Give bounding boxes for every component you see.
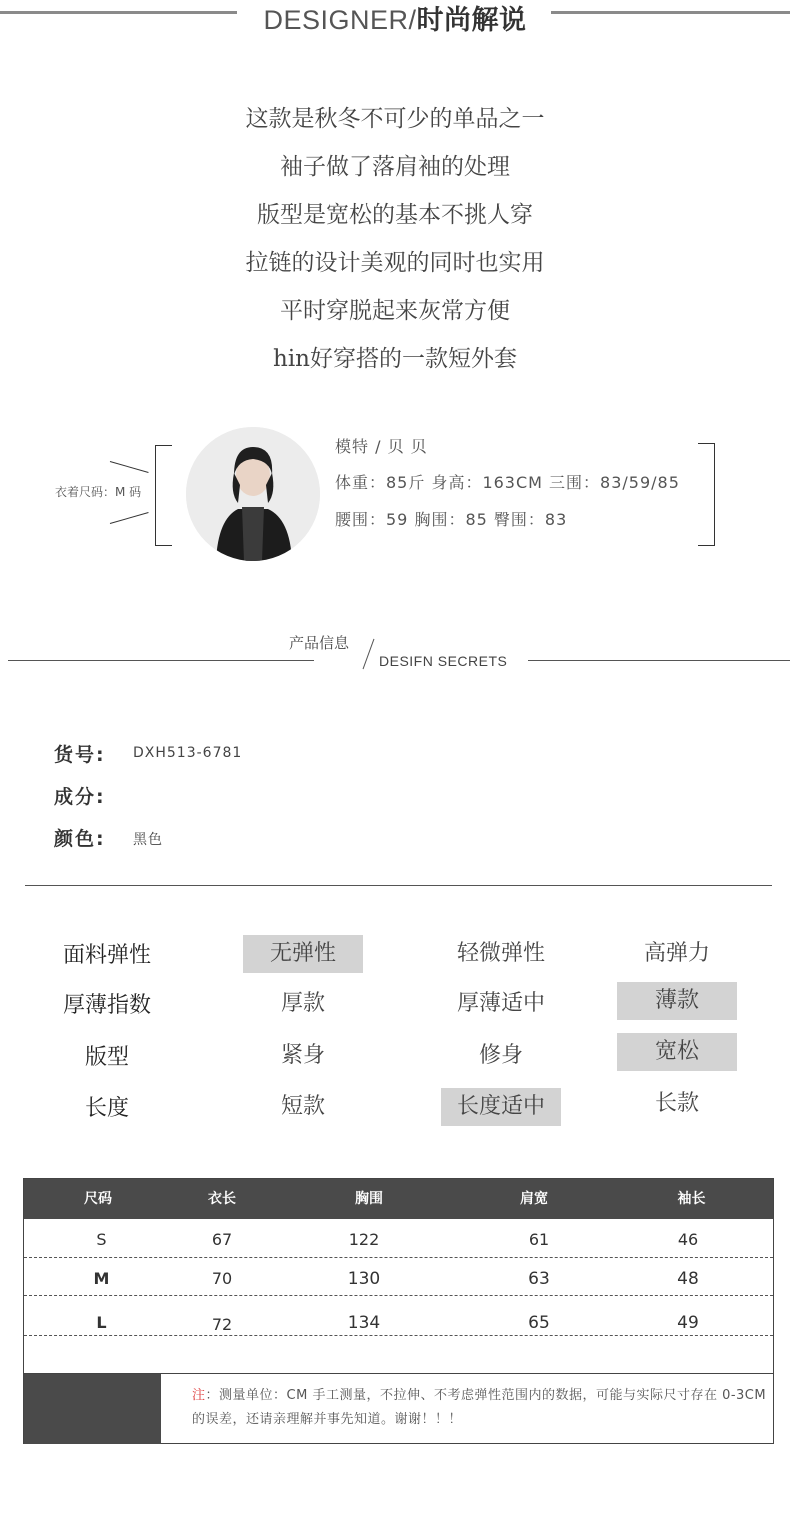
header-rule-right [551, 11, 790, 14]
attr-option: 紧身 [280, 1043, 325, 1068]
size-worn-label: 衣着尺码：M 码 [55, 485, 142, 499]
attr-option: 短款 [280, 1094, 325, 1119]
note-prefix: 注 [192, 1388, 206, 1403]
attr-label-elasticity: 面料弹性 [62, 943, 151, 968]
bracket-right [698, 443, 715, 546]
header-size: 尺码 [84, 1191, 112, 1207]
material-label: 成分: [54, 786, 106, 808]
bracket-left [155, 445, 172, 546]
header-shoulder: 肩宽 [520, 1191, 548, 1207]
section2-rule-right [528, 660, 790, 661]
description-line-5: 平时穿脱起来灰常方便 [280, 298, 510, 324]
note-body: ：测量单位：CM 手工测量，不拉伸、不考虑弹性范围内的数据，可能与实际尺寸存在 0-3CM 的误差，还请亲理解并事先知道。谢谢！！！ [192, 1388, 767, 1427]
cell-length: 72 [211, 1315, 233, 1334]
section-title-en: DESIGNER/ [263, 5, 417, 35]
pointer-line-top [110, 461, 149, 473]
note-sidebar [24, 1374, 161, 1444]
attr-option: 轻微弹性 [456, 941, 545, 966]
cell-length: 70 [211, 1269, 233, 1288]
section2-slash [363, 639, 375, 669]
attr-option: 厚款 [280, 991, 325, 1016]
attr-label-fit: 版型 [84, 1045, 129, 1070]
cell-length: 67 [211, 1230, 233, 1249]
cell-chest: 122 [348, 1230, 380, 1249]
attr-option: 长度适中 [441, 1088, 561, 1126]
attr-label-thickness: 厚薄指数 [62, 993, 151, 1018]
attr-option: 修身 [478, 1043, 523, 1068]
section-title-cn: 时尚解说 [416, 5, 527, 36]
description-line-6: hin好穿搭的一款短外套 [273, 346, 517, 372]
attr-option: 厚薄适中 [456, 991, 545, 1016]
pointer-line-bottom [110, 512, 149, 524]
model-photo-icon [186, 427, 320, 561]
measurement-note [192, 1384, 767, 1432]
attr-option: 高弹力 [643, 941, 710, 966]
section2-title-cn: 产品信息 [289, 634, 350, 652]
attr-option: 无弹性 [243, 935, 363, 973]
cell-shoulder: 61 [528, 1230, 550, 1249]
description-line-1: 这款是秋冬不可少的单品之一 [245, 106, 545, 132]
size-table-header [24, 1179, 773, 1219]
section-title [240, 0, 550, 37]
cell-chest: 130 [347, 1269, 381, 1289]
row-divider [24, 1335, 773, 1336]
header-chest: 胸围 [355, 1191, 383, 1207]
size-table [23, 1178, 774, 1444]
description-line-2: 袖子做了落肩袖的处理 [280, 154, 510, 180]
description-line-3: 版型是宽松的基本不挑人穿 [257, 202, 533, 228]
cell-shoulder: 65 [528, 1313, 550, 1333]
cell-shoulder: 63 [528, 1269, 550, 1289]
attr-option: 宽松 [617, 1033, 737, 1071]
attr-option: 薄款 [617, 982, 737, 1020]
attr-label-length: 长度 [84, 1096, 129, 1121]
section2-title-en: DESIFN SECRETS [379, 653, 508, 669]
cell-sleeve: 48 [677, 1269, 699, 1289]
row-divider [24, 1257, 773, 1258]
model-stats-line-1: 体重：85斤 身高：163CM 三围：83/59/85 [335, 473, 680, 492]
header-rule-left [0, 11, 237, 14]
attr-option: 长款 [654, 1091, 699, 1116]
section2-rule-left [8, 660, 314, 661]
model-name: 模特 / 贝 贝 [335, 437, 428, 456]
model-avatar [186, 427, 320, 561]
cell-size: S [96, 1230, 107, 1249]
cell-sleeve: 46 [677, 1230, 699, 1249]
header-length: 衣长 [208, 1191, 236, 1207]
color-value: 黑色 [133, 832, 163, 848]
description-line-4: 拉链的设计美观的同时也实用 [245, 250, 545, 276]
sku-value: DXH513-6781 [133, 745, 243, 761]
cell-sleeve: 49 [677, 1313, 699, 1333]
model-stats-line-2: 腰围：59 胸围：85 臀围：83 [335, 510, 568, 529]
row-divider [24, 1295, 773, 1296]
header-sleeve: 袖长 [677, 1191, 706, 1207]
cell-size: M [93, 1269, 110, 1288]
product-info-divider [25, 885, 772, 886]
color-label: 颜色: [54, 828, 106, 850]
sku-label: 货号: [54, 744, 106, 766]
cell-size: L [96, 1313, 107, 1332]
cell-chest: 134 [347, 1313, 381, 1333]
